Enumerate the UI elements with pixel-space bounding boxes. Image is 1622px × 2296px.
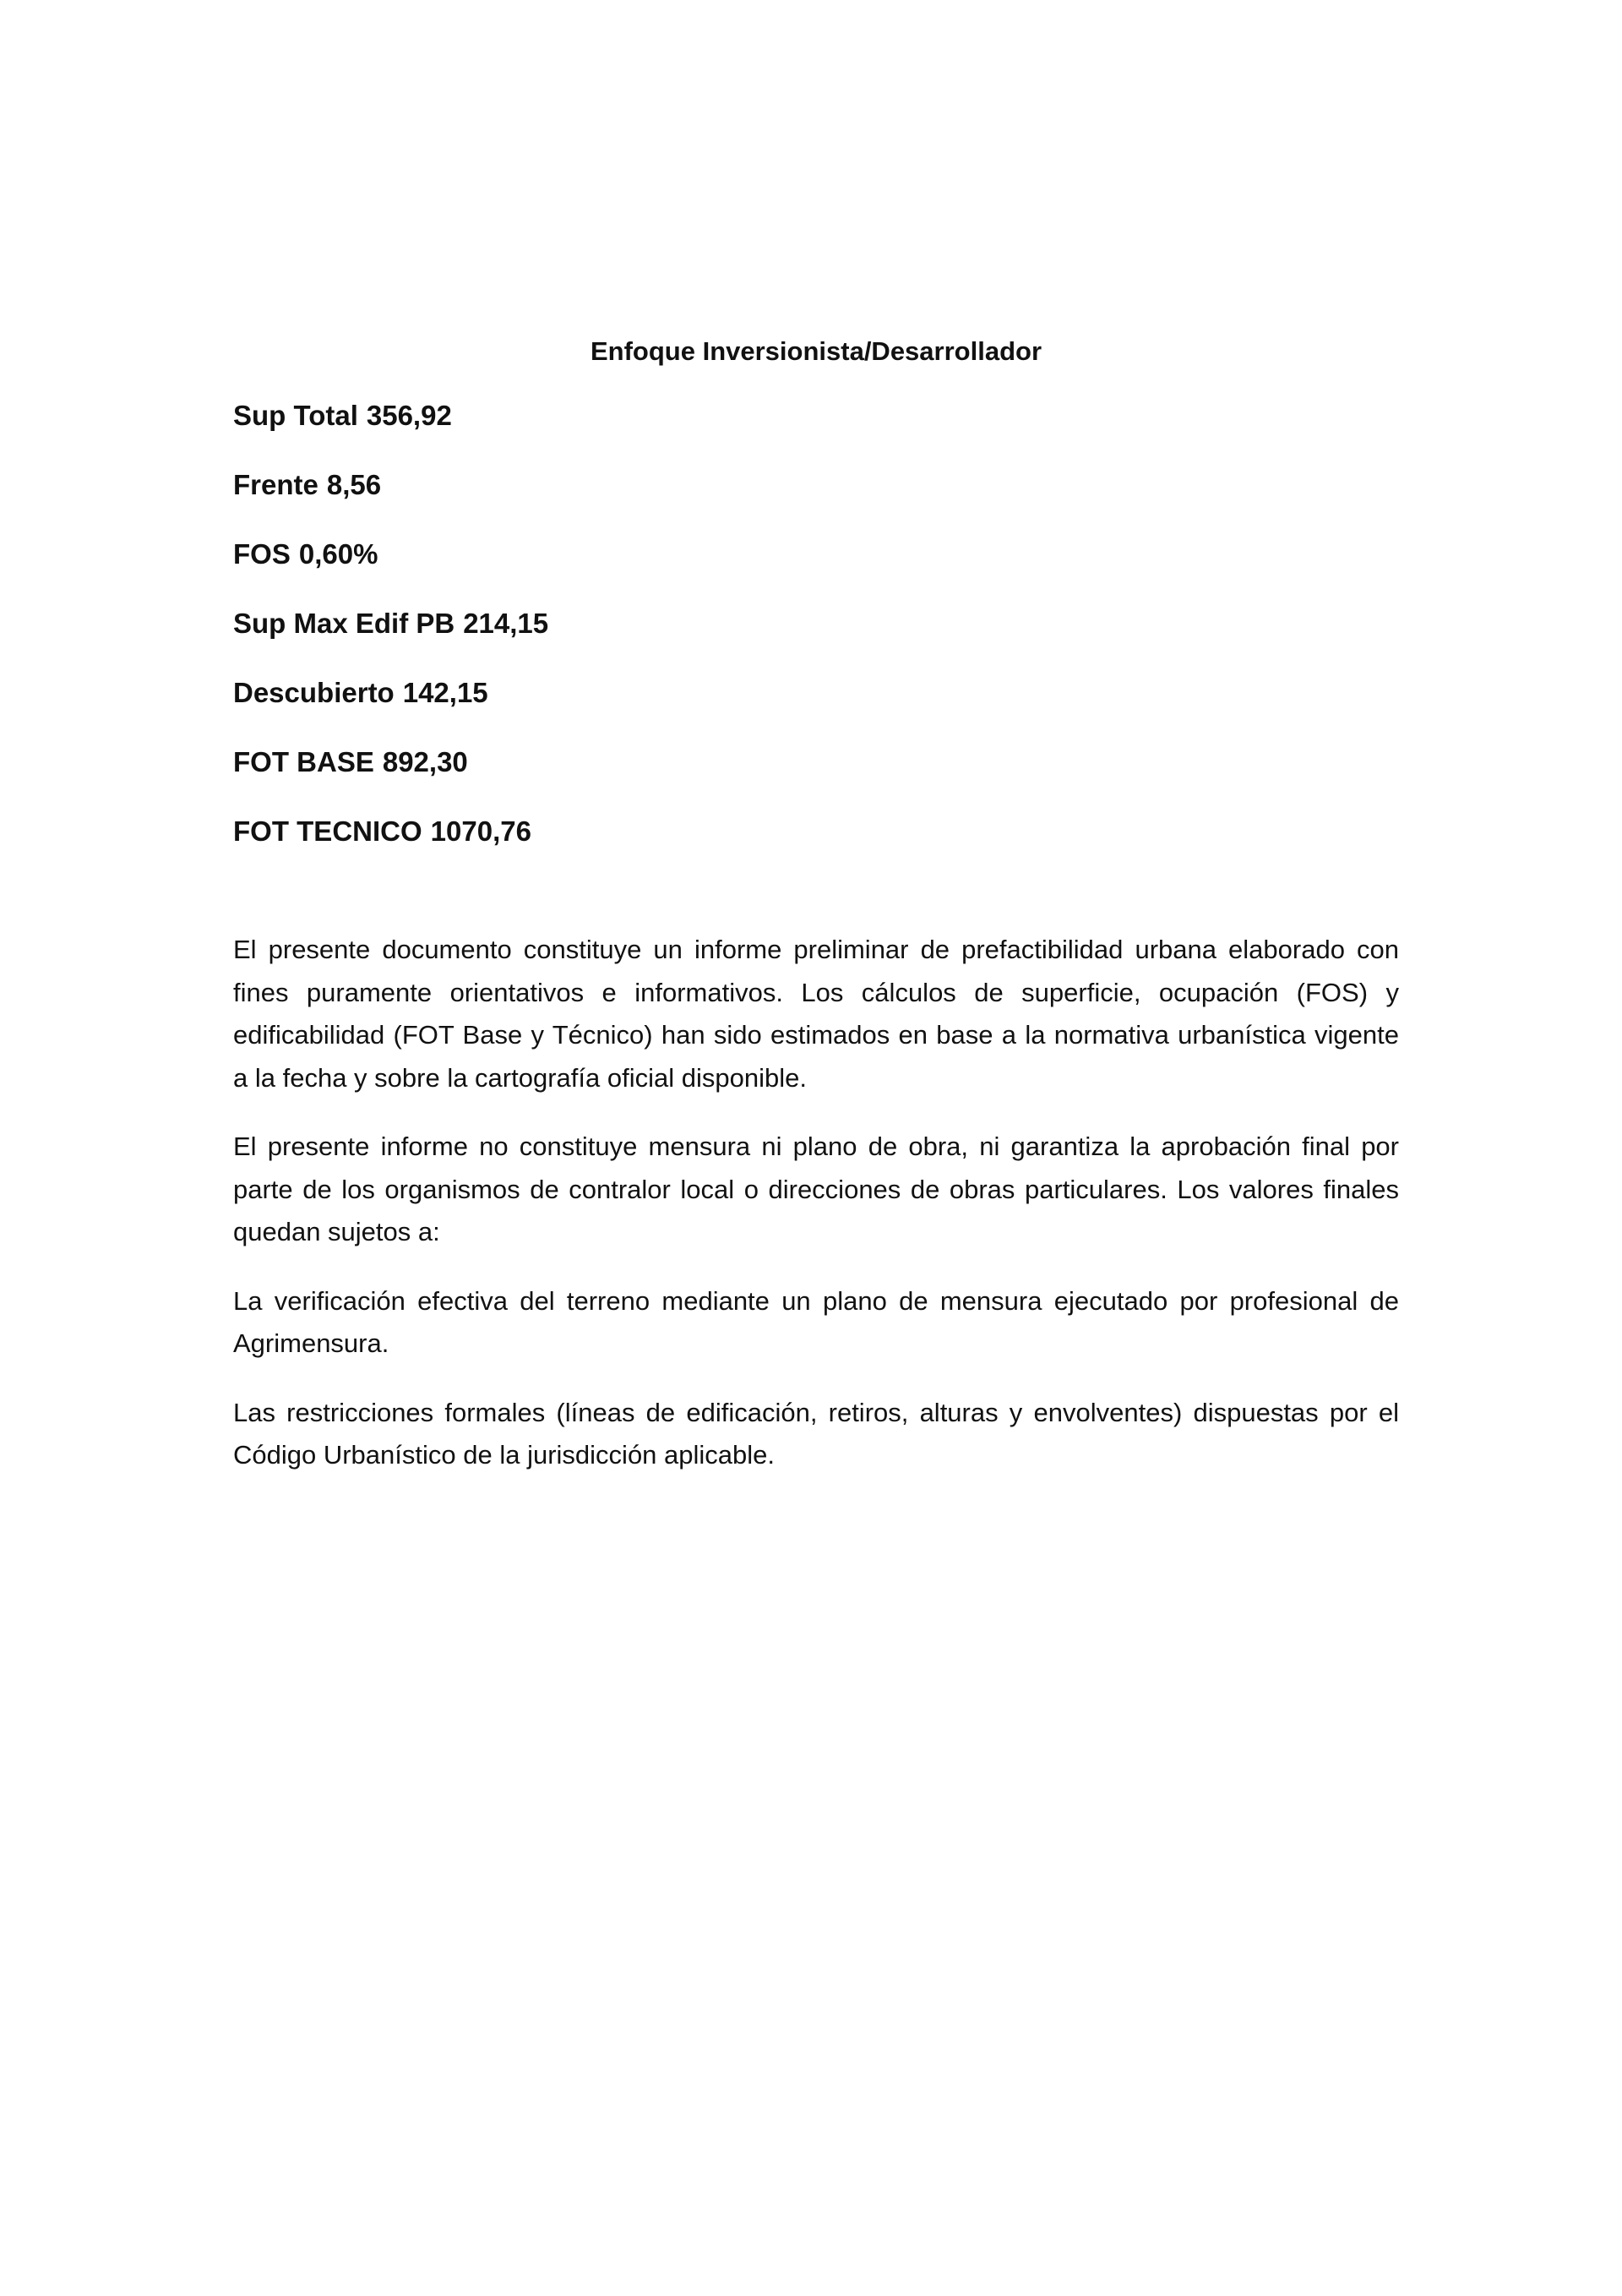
summary-label: FOT TECNICO [233, 815, 422, 847]
summary-label: Frente [233, 469, 318, 500]
summary-value: 0,60% [298, 538, 378, 570]
summary-item-sup-max-edif-pb [233, 603, 1399, 644]
document-content [233, 331, 1399, 1503]
summary-list [233, 395, 1399, 852]
report-body [233, 929, 1399, 1477]
summary-value: 892,30 [382, 746, 468, 777]
summary-value: 8,56 [326, 469, 382, 500]
paragraph-intro: El presente documento constituye un informe preliminar de prefactibilidad urbana elaborado con fines puramente orientativos e informativos. Los cálculos de superficie, ocupación (FOS) y edificabilidad (FOT Base y Técnico) han sido estimados en base a la normativa urbanística vigente a la fecha y sobre la cartografía oficial disponible. [233, 935, 1399, 1093]
summary-label: FOS [233, 538, 291, 570]
summary-value: 356,92 [366, 400, 452, 431]
summary-item-fot-tecnico [233, 811, 1399, 852]
summary-item-fos [233, 534, 1399, 575]
paragraph-condition-survey: La verificación efectiva del terreno mediante un plano de mensura ejecutado por profesional de Agrimensura. [233, 1285, 1399, 1358]
paragraph-condition-code: Las restricciones formales (líneas de edificación, retiros, alturas y envolventes) dispuestas por el Código Urbanístico de la jurisdicción aplicable. [233, 1397, 1399, 1470]
document-title: Enfoque Inversionista/Desarrollador [590, 336, 1042, 366]
summary-item-fot-base [233, 742, 1399, 783]
summary-value: 1070,76 [430, 815, 531, 847]
summary-label: Sup Total [233, 400, 358, 431]
summary-label: FOT BASE [233, 746, 374, 777]
summary-item-sup-total [233, 395, 1399, 436]
summary-item-descubierto [233, 673, 1399, 713]
summary-value: 214,15 [463, 608, 549, 639]
summary-value: 142,15 [402, 677, 488, 708]
summary-label: Sup Max Edif PB [233, 608, 455, 639]
summary-label: Descubierto [233, 677, 395, 708]
paragraph-disclaimer: El presente informe no constituye mensura ni plano de obra, ni garantiza la aprobación final por parte de los organismos de contralor local o direcciones de obras particulares. Los valores finales quedan sujetos a: [233, 1132, 1399, 1246]
summary-item-frente [233, 465, 1399, 505]
